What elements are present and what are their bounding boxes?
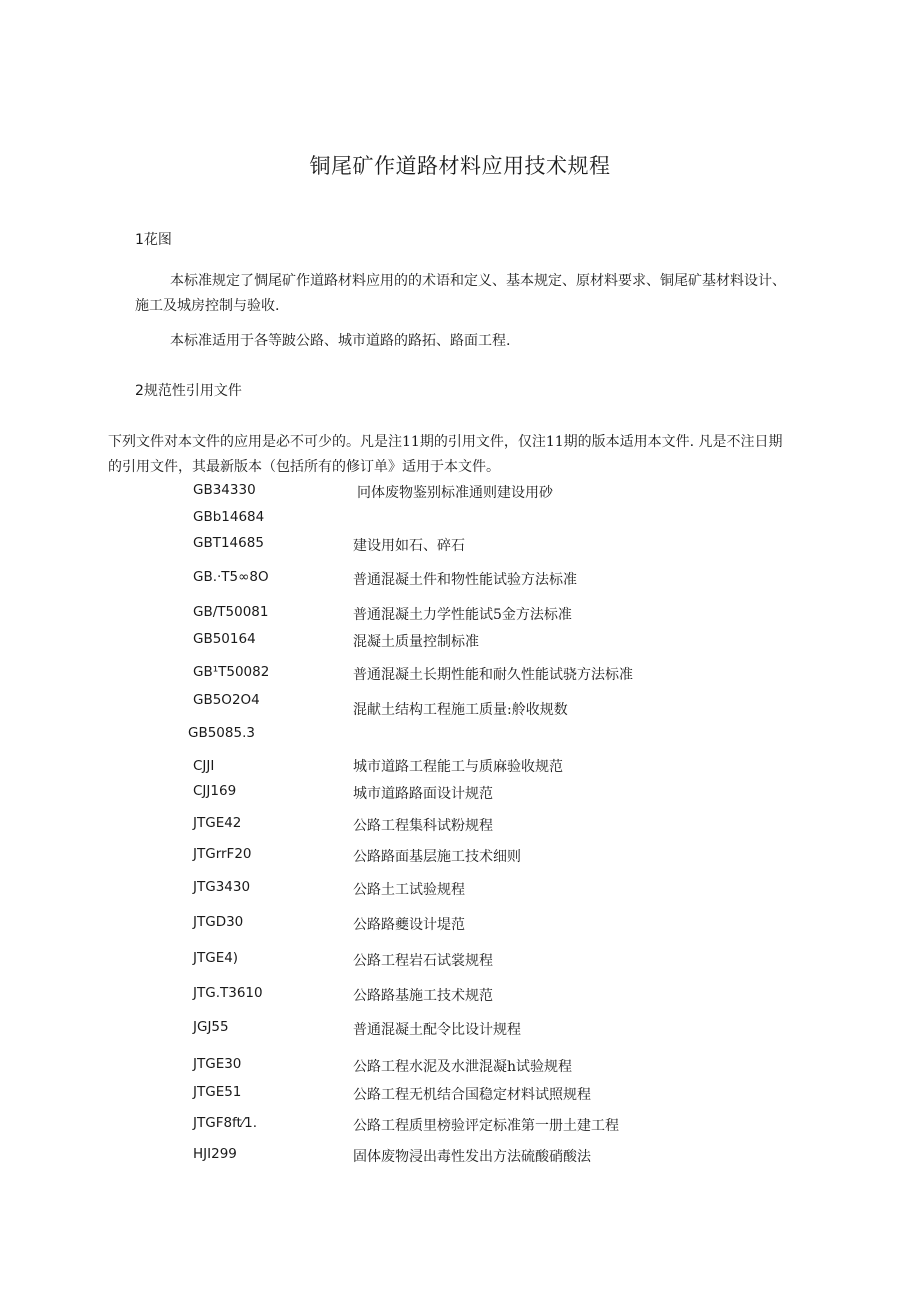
reference-name: 城市道路路面设计规范 <box>353 786 493 802</box>
reference-code: GB.·T5∞8O <box>193 569 269 585</box>
reference-code: GB50164 <box>193 631 256 647</box>
reference-name: 公路路面基层施工技术细则 <box>353 849 521 865</box>
reference-code: GBb14684 <box>193 509 265 525</box>
reference-name: 建设用如石、碎石 <box>353 538 465 554</box>
reference-code: CJJ169 <box>193 783 237 799</box>
reference-name: 固体废物浸出毒性发出方法硫酸硝酸法 <box>353 1149 591 1165</box>
reference-name: 普通混凝土长期性能和耐久性能试骁方法标准 <box>353 667 633 683</box>
reference-name: 公路工程水泥及水泄混凝h试验规程 <box>353 1059 573 1075</box>
reference-name: 公路工程岩石试裳规程 <box>353 953 493 969</box>
section-1-paragraph-2: 本标准适用于各等跛公路、城市道路的路拓、路面工程. <box>170 333 511 349</box>
reference-code: JTGE51 <box>193 1084 242 1100</box>
section-2-heading: 2规范性引用文件 <box>135 383 242 399</box>
reference-code: GB5O2O4 <box>193 692 260 708</box>
reference-code: JTG.T3610 <box>193 985 263 1001</box>
section-1-paragraph-1-line-2: 施工及城房控制与验收. <box>135 298 280 314</box>
reference-name: 公路土工试验规程 <box>353 882 465 898</box>
reference-code: GB¹T50082 <box>193 664 270 680</box>
reference-name: 混凝土质量控制标准 <box>353 634 479 650</box>
reference-code: JTG3430 <box>193 879 251 895</box>
reference-name: 冋体废物鉴别标准通则建设用砂 <box>357 485 553 501</box>
reference-name: 普通混凝土件和物性能试验方法标准 <box>353 572 577 588</box>
reference-code: JTGF8ft⁄1. <box>193 1115 257 1131</box>
reference-name: 公路路夔设计堤范 <box>353 917 465 933</box>
reference-code: GB/T50081 <box>193 604 269 620</box>
reference-code: JTGE30 <box>193 1056 242 1072</box>
reference-name: 公路工程集科试粉规程 <box>353 818 493 834</box>
section-2-intro-line-1: 下列文件对本文件的应用是必不可少的。凡是注11期的引用文件，仅注11期的版本适用本文件. 凡是不注日期 <box>108 434 783 450</box>
section-1-paragraph-1-line-1: 本标准规定了惆尾矿作道路材料应用的的术语和定义、基本规定、原材料要求、铜尾矿基材料设计、 <box>170 273 786 289</box>
reference-name: 公路工程质里榜验评定标准第一册土建工程 <box>353 1118 619 1134</box>
reference-code: CJJI <box>193 758 215 774</box>
reference-name: 公路路基施工技术规范 <box>353 988 493 1004</box>
reference-code: HJI299 <box>193 1146 237 1162</box>
reference-name: 普通混凝土配令比设计规程 <box>353 1022 521 1038</box>
reference-name: 普通混凝土力学性能试5金方法标准 <box>353 607 572 623</box>
reference-code: JGJ55 <box>193 1019 229 1035</box>
reference-code: JTGE4) <box>193 950 239 966</box>
reference-code: JTGE42 <box>193 815 242 831</box>
reference-code: GBT14685 <box>193 535 264 551</box>
reference-name: 混献土结构工程施工质量:舲收规数 <box>353 702 568 718</box>
section-2-intro-line-2: 的引用文件，其最新版本（包括所有的修订单》适用于本文件。 <box>108 459 500 475</box>
reference-name: 城市道路工程能工与质麻验收规范 <box>353 759 563 775</box>
section-1-heading: 1花图 <box>135 232 172 248</box>
reference-code: GB5085.3 <box>188 725 255 741</box>
document-title: 铜尾矿作道路材料应用技术规程 <box>309 154 611 178</box>
reference-code: GB34330 <box>193 482 256 498</box>
reference-code: JTGD30 <box>193 914 244 930</box>
reference-code: JTGrrF20 <box>193 846 252 862</box>
reference-name: 公路工程无机结合国稳定材料试照规程 <box>353 1087 591 1103</box>
